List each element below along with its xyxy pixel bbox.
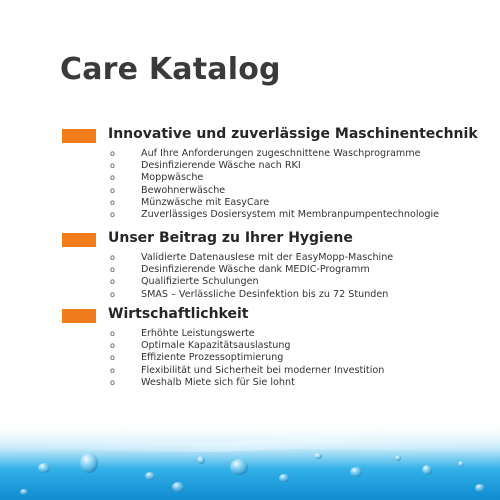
list-item-text: Bewohnerwäsche — [141, 184, 226, 196]
circle-bullet-icon: o — [110, 253, 115, 262]
list-item-text: Qualifizierte Schulungen — [141, 276, 259, 288]
list-item — [62, 365, 482, 377]
list-item-text: Münzwäsche mit EasyCare — [141, 196, 270, 208]
list-item-text: Desinfizierende Wäsche dank MEDIC-Programm — [141, 264, 370, 276]
circle-bullet-icon: o — [110, 173, 115, 183]
list-item-text: Auf Ihre Anforderungen zugeschnittene Waschprogramme — [141, 148, 421, 159]
water-droplets-banner — [0, 408, 500, 500]
list-item — [62, 185, 482, 197]
list-item — [62, 352, 482, 364]
list-item — [62, 252, 482, 264]
list-item-text: Validierte Datenauslese mit der EasyMopp-Maschine — [141, 252, 394, 263]
list-item-text: Effiziente Prozessoptimierung — [141, 352, 284, 364]
list-item — [62, 340, 482, 352]
list-item-text: SMAS – Verlässliche Desinfektion bis zu 72 Stunden — [141, 288, 389, 300]
circle-bullet-icon: o — [110, 265, 115, 275]
list-item-text: Erhöhte Leistungswerte — [141, 328, 255, 339]
list-item — [62, 172, 482, 184]
circle-bullet-icon: o — [110, 161, 115, 171]
page-title: Care Katalog — [60, 52, 281, 87]
circle-bullet-icon: o — [110, 341, 115, 351]
list-item-text: Weshalb Miete sich für Sie lohnt — [141, 376, 295, 388]
list-item-text: Optimale Kapazitätsauslastung — [141, 340, 291, 352]
orange-bar-marker — [62, 129, 96, 143]
section-wirtschaftlichkeit — [62, 306, 482, 389]
circle-bullet-icon: o — [110, 365, 115, 375]
circle-bullet-icon: o — [110, 149, 115, 158]
water-surface — [0, 422, 500, 500]
section-hygiene — [62, 230, 482, 301]
list-item-text: Flexibilität und Sicherheit bei moderner Investition — [141, 364, 385, 376]
circle-bullet-icon: o — [110, 185, 115, 195]
circle-bullet-icon: o — [110, 289, 115, 299]
section-title: Wirtschaftlichkeit — [108, 306, 249, 322]
section-heading — [62, 306, 482, 326]
circle-bullet-icon: o — [110, 209, 115, 219]
list-item — [62, 377, 482, 389]
orange-bar-marker — [62, 233, 96, 247]
section-heading — [62, 230, 482, 250]
circle-bullet-icon: o — [110, 353, 115, 363]
list-item — [62, 148, 482, 160]
list-item — [62, 289, 482, 301]
list-item — [62, 328, 482, 340]
list-item — [62, 264, 482, 276]
list-item-text: Zuverlässiges Dosiersystem mit Membranpumpentechnologie — [141, 208, 440, 220]
circle-bullet-icon: o — [110, 197, 115, 207]
section-title: Unser Beitrag zu Ihrer Hygiene — [108, 230, 353, 246]
list-item — [62, 276, 482, 288]
bullet-list — [62, 252, 482, 301]
section-maschinentechnik — [62, 126, 482, 221]
section-title: Innovative und zuverlässige Maschinentechnik — [108, 126, 478, 142]
circle-bullet-icon: o — [110, 329, 115, 338]
list-item-text: Moppwäsche — [141, 172, 204, 184]
circle-bullet-icon: o — [110, 377, 115, 387]
list-item — [62, 160, 482, 172]
bullet-list — [62, 328, 482, 389]
list-item — [62, 209, 482, 221]
bullet-list — [62, 148, 482, 221]
circle-bullet-icon: o — [110, 277, 115, 287]
section-heading — [62, 126, 482, 146]
list-item-text: Desinfizierende Wäsche nach RKI — [141, 160, 301, 172]
orange-bar-marker — [62, 309, 96, 323]
list-item — [62, 197, 482, 209]
